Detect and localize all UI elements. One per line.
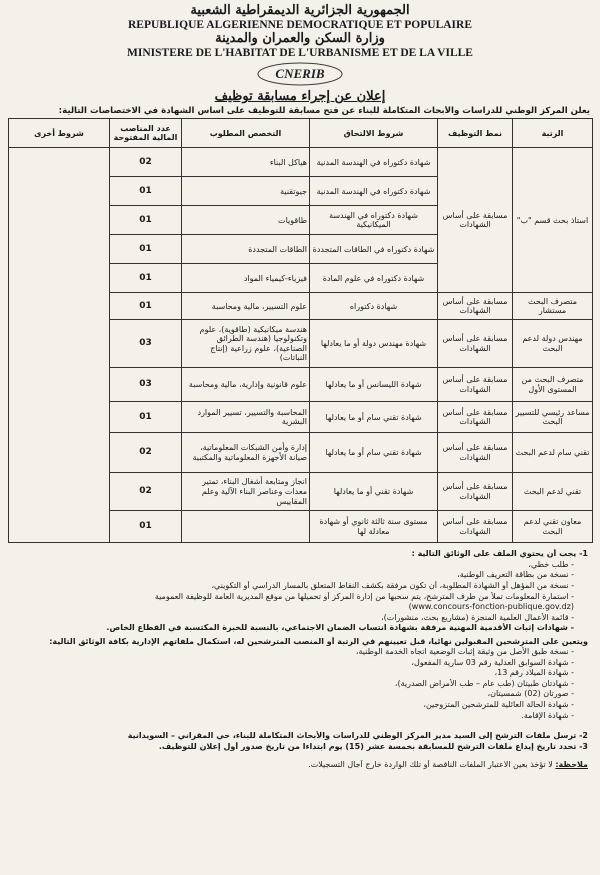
- cell-specialty: الطاقات المتجددة: [182, 235, 310, 264]
- positions-table: [8, 118, 593, 543]
- col-conditions-header: شروط الالتحاق: [310, 119, 438, 148]
- cell-specialty: علوم التسيير، مالية ومحاسبة: [182, 293, 310, 320]
- cell-positions: 01: [110, 293, 182, 320]
- remark: [12, 760, 588, 771]
- cell-specialty: جيوتقنية: [182, 177, 310, 206]
- note-4: 3- تحدد تاريخ إيداع ملفات الترشح للمسابقة بخمسة عشر (15) يوم ابتداءا من تاريخ صدور أول إعلان للتوظيف.: [158, 741, 588, 751]
- notes-section: [12, 549, 588, 770]
- note-3: 2- ترسل ملفات الترشح إلى السيد مدير المركز الوطني للدراسات والأبحاث المتكاملة للبناء، حي المقراني – السويدانية: [127, 731, 588, 741]
- remark-label: ملاحظة:: [555, 760, 588, 770]
- cell-conditions: شهادة تقني سام أو ما يعادلها: [310, 433, 438, 473]
- list-item: - شهادات إثبات الأقدمية المهنية مرفقة بشهادة انتساب الضمان الاجتماعي، بالنسبة للخبرة المكتسبة في القطاع الخاص.: [106, 623, 574, 633]
- logo-text: CNERIB: [275, 66, 325, 82]
- logo-icon: [255, 61, 345, 87]
- announcement-intro: يعلن المركز الوطني للدراسات والأبحاث المتكاملة للبناء عن فتح مسابقة للتوظيف على أساس الشهادة في الاختصاصات التالية:: [58, 106, 590, 117]
- header-ar-republic: الجمهورية الجزائرية الديمقراطية الشعبية: [190, 3, 410, 18]
- remark-text: لا تؤخذ بعين الاعتبار الملفات الناقصة أو تلك الواردة خارج آجال التسجيلات.: [308, 760, 553, 770]
- list-item: - صورتان (02) شمسيتان،: [487, 689, 574, 699]
- cell-specialty: هندسة ميكانيكية (طاقوية)، علوم وتكنولوجيا (هندسة الطرائق الصناعية)، علوم زراعية (إنتاج النباتات): [182, 320, 310, 368]
- cell-mode: مسابقة على أساس الشهادات: [438, 148, 513, 293]
- cell-positions: 02: [110, 473, 182, 511]
- cell-positions: 01: [110, 177, 182, 206]
- list-item: - شهادة الميلاد رقم 13،: [494, 668, 574, 678]
- cell-mode: مسابقة على أساس الشهادات: [438, 293, 513, 320]
- cell-grade: استاذ بحث قسم "ب": [513, 148, 593, 293]
- cell-conditions: شهادة دكتوراه في الهندسة المدنية: [310, 148, 438, 177]
- header-fr-republic: REPUBLIQUE ALGERIENNE DEMOCRATIQUE ET POPULAIRE: [128, 18, 472, 31]
- cell-specialty: إدارة وأمن الشبكات المعلوماتية، صيانة الأجهزة المعلوماتية والمكتبية: [182, 433, 310, 473]
- col-other-header: شروط أخرى: [9, 119, 110, 148]
- cell-grade: تقني سام لدعم البحث: [513, 433, 593, 473]
- list-item: - قائمة الأعمال العلمية المنجزة (مشاريع بحث، منشورات)،: [381, 612, 574, 622]
- cell-grade: متصرف البحث من المستوى الأول: [513, 368, 593, 402]
- cell-conditions: شهادة مهندس دولة أو ما يعادلها: [310, 320, 438, 368]
- cell-conditions: شهادة دكتوراه: [310, 293, 438, 320]
- cell-conditions: شهادة دكتوراه في الهندسة المدنية: [310, 177, 438, 206]
- cell-positions: 01: [110, 264, 182, 293]
- cell-conditions: شهادة الليسانس أو ما يعادلها: [310, 368, 438, 402]
- list-item: - استمارة المعلومات تملأ من طرف المترشح، يتم سحبها من إدارة المركز أو تحميلها من موقع المديرية العامة للوظيفة العمومية: [154, 591, 574, 601]
- note-2-heading: ويتعين على المترشحين المقبولين نهائيا، قبل تعيينهم في الرتبة أو المنصب المترشحين له، استكمال ملفاتهم الإدارية بكافة الوثائق التالية:: [49, 636, 588, 646]
- cell-positions: 01: [110, 511, 182, 543]
- list-item: - شهادة الحالة العائلية للمترشحين المتزوجين،: [423, 699, 574, 709]
- cell-positions: 02: [110, 433, 182, 473]
- cell-conditions: شهادة دكتوراه في علوم المادة: [310, 264, 438, 293]
- cell-mode: مسابقة على أساس الشهادات: [438, 473, 513, 511]
- cell-mode: مسابقة على أساس الشهادات: [438, 433, 513, 473]
- website-link[interactable]: (www.concours-fonction-publique.gov.dz): [408, 602, 574, 612]
- col-specialty-header: التخصص المطلوب: [182, 119, 310, 148]
- list-item: - نسخة طبق الأصل من وثيقة إثبات الوضعية اتجاه الخدمة الوطنية،: [355, 647, 574, 657]
- table-header-row: [9, 119, 593, 148]
- cell-mode: مسابقة على أساس الشهادات: [438, 320, 513, 368]
- header-fr-ministry: MINISTERE DE L'HABITAT DE L'URBANISME ET DE LA VILLE: [127, 47, 473, 60]
- col-mode-header: نمط التوظيف: [438, 119, 513, 148]
- header: [8, 4, 592, 60]
- cell-specialty: علوم قانونية وإدارية، مالية ومحاسبة: [182, 368, 310, 402]
- note-1-heading: 1- يجب أن يحتوي الملف على الوثائق التالية :: [411, 549, 588, 559]
- table-row: [9, 148, 593, 177]
- cell-specialty: فيزياء-كيمياء المواد: [182, 264, 310, 293]
- cell-mode: مسابقة على أساس الشهادات: [438, 402, 513, 433]
- cell-mode: مسابقة على أساس الشهادات: [438, 368, 513, 402]
- cell-conditions: شهادة تقني سام أو ما يعادلها: [310, 402, 438, 433]
- list-item: - شهادتان طبيتان (طب عام – طب الأمراض الصدرية)،: [394, 678, 574, 688]
- cell-specialty: هياكل البناء: [182, 148, 310, 177]
- cell-conditions: شهادة دكتوراه في الطاقات المتجددة: [310, 235, 438, 264]
- cell-positions: 01: [110, 206, 182, 235]
- cell-positions: 03: [110, 320, 182, 368]
- col-grade-header: الرتبة: [513, 119, 593, 148]
- cell-conditions: شهادة دكتوراه في الهندسة الميكانيكية: [310, 206, 438, 235]
- cell-grade: مهندس دولة لدعم البحث: [513, 320, 593, 368]
- cell-positions: 03: [110, 368, 182, 402]
- cnerib-logo: [8, 61, 592, 87]
- cell-grade: معاون تقني لدعم البحث: [513, 511, 593, 543]
- cell-other: [9, 148, 110, 543]
- cell-positions: 01: [110, 235, 182, 264]
- cell-mode: مسابقة على أساس الشهادات: [438, 511, 513, 543]
- cell-positions: 02: [110, 148, 182, 177]
- list-item: - طلب خطي،: [528, 559, 574, 569]
- cell-specialty: [182, 511, 310, 543]
- cell-grade: تقني لدعم البحث: [513, 473, 593, 511]
- cell-grade: مساعد رئيسي للتسيير البحث: [513, 402, 593, 433]
- list-item: - شهادة الإقامة.: [521, 710, 574, 720]
- header-ar-ministry: وزارة السكن والعمران والمدينة: [215, 31, 385, 47]
- col-positions-header: عدد المناصب المالية المفتوحة: [110, 119, 182, 148]
- list-item: - نسخة من المؤهل أو الشهادة المطلوبة، أن تكون مرفقة بكشف النقاط المتعلق بالمسار الدراسي أو التكويني،: [211, 580, 574, 590]
- cell-grade: متصرف البحث مستشار: [513, 293, 593, 320]
- list-item: - شهادة السوابق العدلية رقم 03 سارية المفعول،: [411, 657, 574, 667]
- cell-positions: 01: [110, 402, 182, 433]
- cell-conditions: شهادة تقني أو ما يعادلها: [310, 473, 438, 511]
- cell-specialty: انجاز ومتابعة أشغال البناء، تمتير معدات وعناصر البناء الآلية وعلم المقاييس: [182, 473, 310, 511]
- cell-specialty: المحاسبة والتسيير، تسيير الموارد البشرية: [182, 402, 310, 433]
- cell-specialty: طاقويات: [182, 206, 310, 235]
- list-item: - نسخة من بطاقة التعريف الوطنية،: [457, 570, 574, 580]
- cell-conditions: مستوى سنة ثالثة ثانوي أو شهادة معادلة لها: [310, 511, 438, 543]
- announcement-title: إعلان عن إجراء مسابقة توظيف: [214, 89, 386, 105]
